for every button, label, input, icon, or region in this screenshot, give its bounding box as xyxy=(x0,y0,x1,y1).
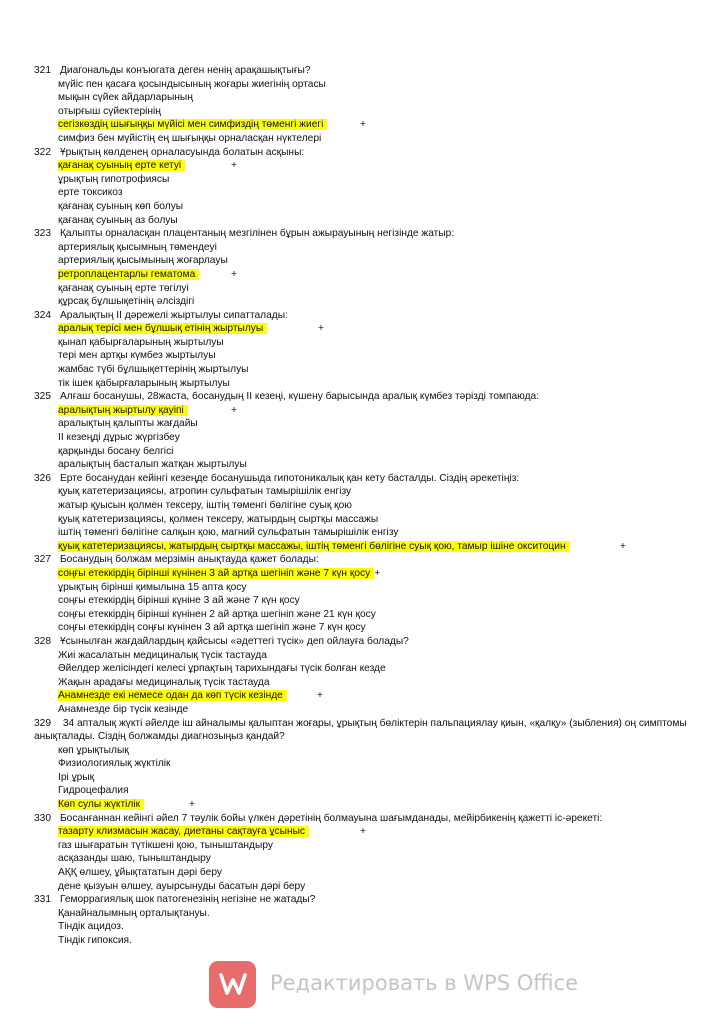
answer-option xyxy=(34,485,694,499)
answer-text: соңғы етеккірдің бірінші күнінен 2 ай артқа шегініп және 21 күн қосу xyxy=(58,608,376,620)
answer-option xyxy=(34,934,694,948)
answer-option xyxy=(34,295,694,309)
document-body xyxy=(34,64,694,948)
answer-option xyxy=(34,173,694,187)
question-number: 323 xyxy=(34,228,51,240)
question-text: Босанғаннан кейінгі әйел 7 тәулік бойы үлкен дәретінің болмауына шағымданады, мейірбикенің қажетті іс-әрекеті: xyxy=(60,812,603,824)
answer-text: тері мен артқы күмбез жыртылуы xyxy=(58,350,216,362)
answer-option xyxy=(34,349,694,363)
answer-text: қағанақ суының аз болуы xyxy=(58,214,178,226)
answer-text: қуық катетеризациясы, қолмен тексеру, жатырдың сыртқы массажы xyxy=(58,513,379,525)
answer-text: Физиологиялық жүктілік xyxy=(58,758,171,770)
answer-text: қуық катетеризациясы, жатырдың сыртқы массажы, іштің төменгі бөлігіне суық қою, тамыр ішіне окситоцин xyxy=(58,541,570,552)
answer-text: соңғы етеккірдің соңғы күнінен 3 ай артқа шегініп және 7 күн қосу xyxy=(58,622,366,634)
answer-text: аралықтың қалыпты жағдайы xyxy=(58,418,198,430)
correct-marker: + xyxy=(360,119,366,131)
answer-option xyxy=(34,445,694,459)
answer-text: қарқынды босану белгісі xyxy=(58,445,174,457)
question-329 xyxy=(34,717,694,744)
answer-text: мүйіс пен қасаға қосындысының жоғары жиегінің ортасы xyxy=(58,78,326,90)
answer-text: Көп сулы жүктілік xyxy=(58,799,144,810)
question-number: 327 xyxy=(34,554,51,566)
answer-option xyxy=(34,662,694,676)
answer-option xyxy=(34,105,694,119)
answer-option-correct xyxy=(34,798,694,812)
answer-text: Ірі ұрық xyxy=(58,771,95,783)
answer-text: көп ұрықтылық xyxy=(58,744,129,756)
correct-marker: + xyxy=(231,404,237,416)
correct-marker: + xyxy=(231,160,237,172)
question-text: Ұсынылған жағдайлардың қайсысы «әдеттегі түсік» деп ойлауға болады? xyxy=(60,635,409,647)
answer-text: ұрықтың гипотрофиясы xyxy=(58,173,170,185)
answer-text: артериялық қысымының жоғарлауы xyxy=(58,255,228,267)
answer-text: газ шығаратын түтікшені қою, тыныштандыру xyxy=(58,839,273,851)
answer-text: қынап қабырғаларының жыртылуы xyxy=(58,336,224,348)
answer-text: аралықтың жыртылу қауіпі xyxy=(58,405,188,416)
answer-text: Қанайналымның орталықтануы. xyxy=(58,907,210,919)
question-324 xyxy=(34,309,694,323)
question-number: 324 xyxy=(34,309,51,321)
answer-option xyxy=(34,581,694,595)
correct-marker: + xyxy=(317,690,323,702)
answer-text: симфиз бен мүйістің ең шығыңқы орналасқан нүктелері xyxy=(58,132,322,144)
question-text: Қалыпты орналасқан плацентаның мезгілінен бұрын ажырауының негізінде жатыр: xyxy=(60,228,455,240)
question-325 xyxy=(34,390,694,404)
question-number: 330 xyxy=(34,812,51,824)
question-331 xyxy=(34,893,694,907)
answer-option xyxy=(34,132,694,146)
answer-option xyxy=(34,839,694,853)
question-326 xyxy=(34,472,694,486)
answer-text: Жиі жасалатын медициналық түсік тастауда xyxy=(58,649,267,661)
question-text: Босанудың болжам мерзімін анықтауда қажет болады: xyxy=(60,554,319,566)
answer-option xyxy=(34,377,694,391)
answer-option xyxy=(34,254,694,268)
answer-text: Тіндік ацидоз. xyxy=(58,921,124,933)
question-text: Ерте босанудан кейінгі кезеңде босанушыда гипотоникалық қан кету басталды. Сіздің әрекетіңіз: xyxy=(60,472,520,484)
question-text: Аралықтың ІІ дәрежелі жыртылуы сипатталады: xyxy=(60,309,288,321)
answer-text: ІІ кезеңді дұрыс жүргізбеу xyxy=(58,432,180,444)
answer-option xyxy=(34,784,694,798)
answer-text: аралық терісі мен бұлшық етінің жыртылуы xyxy=(58,323,267,334)
answer-text: сегізкөздің шығыңқы мүйісі мен симфиздің төменгі жиегі xyxy=(58,119,327,130)
answer-option xyxy=(34,907,694,921)
answer-text: қағанақ суының көп болуы xyxy=(58,200,184,212)
answer-option xyxy=(34,513,694,527)
answer-text: асқазанды шаю, тыныштандыру xyxy=(58,853,211,865)
answer-text: Анамнезде екі немесе одан да көп түсік кезінде xyxy=(58,690,287,701)
question-text: Алғаш босанушы, 28жаста, босанудың ІІ кезеңі, күшену барысында аралық күмбез тәрізді томпаюда: xyxy=(60,391,540,403)
answer-option xyxy=(34,431,694,445)
question-322 xyxy=(34,146,694,160)
answer-option xyxy=(34,526,694,540)
answer-text: тазарту клизмасын жасау, диетаны сақтауға ұсыныс xyxy=(58,826,309,837)
correct-marker: + xyxy=(374,567,381,579)
answer-option-correct xyxy=(34,567,694,581)
answer-text: жамбас түбі бұлшықеттерінің жыртылуы xyxy=(58,364,249,376)
correct-marker: + xyxy=(231,268,237,280)
answer-text: қағанақ суының ерте төгілуі xyxy=(58,282,189,294)
question-number: 325 xyxy=(34,391,51,403)
answer-option-correct xyxy=(34,689,694,703)
answer-text: Анамнезде бір түсік кезінде xyxy=(58,703,189,715)
question-330 xyxy=(34,812,694,826)
answer-text: соңғы етеккірдің бірінші күнінен 3 ай артқа шегініп және 7 күн қосу xyxy=(58,568,374,579)
question-text: Ұрықтың көлденең орналасуында болатын асқыны: xyxy=(60,146,305,158)
answer-text: мықын сүйек айдарларының xyxy=(58,92,193,104)
answer-text: тік ішек қабырғаларының жыртылуы xyxy=(58,377,230,389)
answer-text: соңғы етеккірдің бірінші күніне 3 ай және 7 күн қосу xyxy=(58,595,300,607)
answer-text: дене қызуын өлшеу, ауырсынуды басатын дәрі беру xyxy=(58,880,306,892)
answer-text: Әйелдер желісіндегі келесі ұрпақтың тарихындағы түсік болған кезде xyxy=(58,663,386,675)
answer-text: қуық катетеризациясы, атропин сульфатын тамырішілік енгізу xyxy=(58,486,352,498)
answer-option xyxy=(34,594,694,608)
question-323 xyxy=(34,227,694,241)
answer-option-correct xyxy=(34,404,694,418)
question-number: 326 xyxy=(34,472,51,484)
question-number: 329 xyxy=(34,717,51,729)
answer-option xyxy=(34,200,694,214)
answer-option xyxy=(34,186,694,200)
answer-option xyxy=(34,757,694,771)
answer-option-correct xyxy=(34,322,694,336)
wps-w-icon xyxy=(218,969,248,999)
answer-option xyxy=(34,852,694,866)
answer-option xyxy=(34,649,694,663)
answer-text: қағанақ суының ерте кетуі xyxy=(58,160,185,171)
question-number: 328 xyxy=(34,635,51,647)
answer-option xyxy=(34,91,694,105)
question-number: 322 xyxy=(34,146,51,158)
answer-option-correct xyxy=(34,825,694,839)
answer-option xyxy=(34,336,694,350)
answer-option xyxy=(34,866,694,880)
answer-option xyxy=(34,744,694,758)
answer-text: аралықтың басталып жатқан жыртылуы xyxy=(58,459,247,471)
answer-option xyxy=(34,920,694,934)
correct-marker: + xyxy=(189,799,195,811)
correct-marker: + xyxy=(620,540,626,552)
correct-marker: + xyxy=(318,323,324,335)
wps-logo-icon[interactable] xyxy=(209,961,256,1008)
answer-text: ретроплацентарлы гематома xyxy=(58,269,199,280)
answer-option-correct xyxy=(34,268,694,282)
answer-text: отырғыш сүйектерінің xyxy=(58,105,161,117)
question-text: Геморрагиялық шок патогенезінің негізіне не жатады? xyxy=(60,894,316,906)
answer-option xyxy=(34,78,694,92)
question-number: 331 xyxy=(34,894,51,906)
wps-edit-label[interactable]: Редактировать в WPS Office xyxy=(270,971,579,996)
answer-text: АҚҚ өлшеу, ұйықтататын дәрі беру xyxy=(58,867,222,879)
question-text: Диагональды конъюгата деген ненің арақашықтығы? xyxy=(60,65,311,76)
answer-option-correct xyxy=(34,540,694,554)
answer-text: құрсақ бұлшықетінің әлсіздігі xyxy=(58,296,195,308)
answer-option xyxy=(34,703,694,717)
answer-text: Жақын арадағы медициналық түсік тастауда xyxy=(58,676,270,688)
answer-option xyxy=(34,282,694,296)
answer-option xyxy=(34,458,694,472)
answer-option xyxy=(34,363,694,377)
answer-text: іштің төменгі бөлігіне салқын қою, магний сульфатын тамырішілік енгізу xyxy=(58,527,399,539)
answer-text: ұрықтың бірінші қимылына 15 апта қосу xyxy=(58,581,247,593)
answer-text: Тіндік гипоксия. xyxy=(58,935,132,946)
question-328 xyxy=(34,635,694,649)
answer-option xyxy=(34,241,694,255)
answer-text: жатыр қуысын қолмен тексеру, іштің төменгі бөлігіне суық қою xyxy=(58,500,352,511)
answer-option xyxy=(34,676,694,690)
answer-option-correct xyxy=(34,159,694,173)
answer-option xyxy=(34,771,694,785)
question-number: 321 xyxy=(34,65,51,76)
question-327 xyxy=(34,553,694,567)
answer-option xyxy=(34,621,694,635)
answer-option xyxy=(34,499,694,513)
answer-text: артериялық қысымның төмендеуі xyxy=(58,241,217,253)
answer-option xyxy=(34,417,694,431)
answer-text: Гидроцефалия xyxy=(58,785,129,797)
correct-marker: + xyxy=(360,826,366,838)
answer-option xyxy=(34,608,694,622)
answer-text: ерте токсикоз xyxy=(58,187,123,199)
answer-option xyxy=(34,880,694,894)
answer-option-correct xyxy=(34,118,694,132)
question-321 xyxy=(34,64,694,78)
wps-edit-banner[interactable] xyxy=(209,960,579,1008)
answer-option xyxy=(34,214,694,228)
question-text: 34 апталық жүкті әйелде іш айналымы қалыптан жоғары, ұрықтың бөліктерін пальпациялау қиын, «қалқу» (зыбления) оң симптомы анықталады. Сіздің болжамды диагнозыңыз қандай? xyxy=(34,717,687,743)
